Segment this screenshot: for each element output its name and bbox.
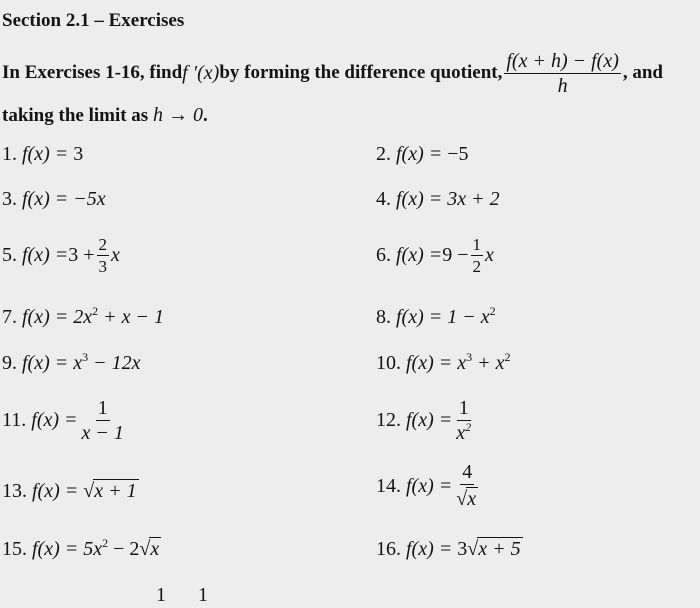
function-lhs: f(x) =	[406, 352, 458, 374]
exercise-12	[376, 398, 475, 443]
function-lhs: f(x) =	[396, 188, 448, 210]
function-rhs-pre: 1 − x	[447, 306, 490, 328]
function-rhs-post: x	[485, 244, 494, 266]
fraction	[454, 462, 480, 510]
exercise-number: 9.	[2, 352, 17, 374]
section-title: Section 2.1 – Exercises	[2, 10, 185, 31]
function-rhs-pre: 2x	[73, 306, 93, 328]
exercise-number: 6.	[376, 244, 391, 266]
sqrt-icon: √	[139, 538, 151, 560]
sqrt-icon: √	[467, 538, 479, 560]
exponent: 2	[489, 304, 496, 318]
radicand: x + 1	[94, 480, 137, 502]
exercise-number: 1.	[2, 143, 17, 165]
sqrt-icon: √	[83, 480, 95, 502]
function-rhs-post: − 12x	[88, 352, 141, 374]
exercise-10	[376, 352, 511, 375]
radicand: x	[467, 488, 477, 510]
function-lhs: f(x) =	[396, 143, 448, 165]
instructions-text-4: taking the limit as	[2, 105, 153, 126]
dq-numerator: f(x + h) − f(x)	[506, 49, 619, 72]
function-rhs-pre: 5x	[83, 538, 103, 560]
function-lhs: f(x) =	[22, 143, 74, 165]
fraction-denominator	[454, 485, 480, 510]
fraction-numerator: 2	[98, 235, 108, 254]
function-lhs: f(x) =	[396, 306, 448, 328]
fraction-numerator: 4	[462, 461, 473, 483]
function-lhs: f(x) =	[32, 480, 84, 502]
exercise-9	[2, 352, 141, 375]
fraction-denominator: x − 1	[81, 422, 124, 444]
function-lhs: f(x) =	[406, 538, 458, 560]
exponent: 3	[466, 350, 473, 364]
exercise-number: 16.	[376, 538, 401, 560]
function-rhs-pre: x	[73, 352, 83, 374]
function-rhs: 3x + 2	[447, 188, 500, 210]
function-lhs: f(x) =	[32, 538, 84, 560]
exercise-7	[2, 306, 164, 329]
exponent: 3	[82, 350, 89, 364]
dq-denominator: h	[557, 74, 568, 97]
fraction	[97, 236, 110, 275]
instructions-line-1	[2, 48, 663, 98]
exercise-5	[2, 236, 120, 275]
exercise-3	[2, 188, 106, 211]
function-rhs: −5	[447, 143, 469, 165]
function-rhs-post: x	[111, 244, 120, 266]
function-rhs-mid: − 2	[108, 538, 140, 560]
function-rhs-pre: x	[457, 352, 467, 374]
exponent: 2	[92, 304, 99, 318]
instructions-text-1: In Exercises 1-16, find	[2, 62, 183, 83]
exercise-15	[2, 537, 161, 561]
exercise-number: 12.	[376, 409, 401, 431]
exponent-2: 2	[504, 350, 511, 364]
exercise-number: 13.	[2, 480, 27, 502]
exercise-6	[376, 236, 494, 275]
exercise-16	[376, 537, 523, 561]
exercise-number: 8.	[376, 306, 391, 328]
function-rhs-pre: 3 +	[68, 244, 95, 266]
function-lhs: f(x) =	[22, 306, 74, 328]
function-rhs-mid: + x	[472, 352, 505, 374]
radicand: x	[150, 538, 160, 560]
fraction-denominator	[454, 421, 473, 443]
exercise-number: 4.	[376, 188, 391, 210]
exercise-number: 11.	[2, 409, 27, 431]
denominator-base: x	[456, 422, 466, 444]
function-rhs: −5x	[73, 188, 106, 210]
exercise-4	[376, 188, 500, 211]
fraction	[80, 398, 126, 443]
f-prime-notation: f ′(x)	[182, 61, 220, 84]
instructions-text-2: by forming the difference quotient,	[219, 62, 503, 83]
function-lhs: f(x) =	[22, 352, 74, 374]
function-lhs: f(x) =	[396, 244, 443, 266]
fraction-denominator: 2	[472, 257, 482, 276]
function-rhs-pre: 3	[457, 538, 468, 560]
function-lhs: f(x) =	[406, 474, 453, 497]
fraction	[471, 236, 484, 275]
exercise-1	[2, 143, 83, 166]
exercise-number: 7.	[2, 306, 17, 328]
function-lhs: f(x) =	[22, 244, 69, 266]
function-lhs: f(x) =	[22, 188, 74, 210]
function-rhs: 3	[73, 143, 84, 165]
exercise-number: 10.	[376, 352, 401, 374]
exercise-number: 3.	[2, 188, 17, 210]
exercise-number: 2.	[376, 143, 391, 165]
fraction-numerator: 1	[97, 397, 108, 419]
exercise-number: 5.	[2, 244, 17, 266]
difference-quotient	[504, 51, 621, 96]
function-rhs-pre: 9 −	[442, 244, 469, 266]
exponent: 2	[465, 420, 472, 434]
instructions-text-5: .	[202, 105, 208, 126]
footer-mark-left: 1	[156, 584, 166, 606]
exercise-14	[376, 462, 482, 510]
sqrt-icon: √	[456, 488, 468, 510]
limit-expression: h → 0	[152, 104, 203, 126]
exercise-8	[376, 306, 496, 329]
exercise-11	[2, 398, 128, 443]
function-lhs: f(x) =	[406, 409, 453, 431]
fraction-numerator: 1	[472, 235, 482, 254]
function-rhs-post: + x − 1	[98, 306, 165, 328]
exercise-number: 14.	[376, 474, 401, 497]
fraction	[454, 398, 473, 443]
footer-mark-right: 1	[198, 584, 208, 606]
exercise-2	[376, 143, 469, 166]
exponent: 2	[102, 536, 109, 550]
function-lhs: f(x) =	[31, 409, 78, 431]
instructions-line-2	[2, 104, 208, 127]
exercise-number: 15.	[2, 538, 27, 560]
instructions-text-3: , and	[622, 62, 663, 83]
radicand: x + 5	[478, 538, 521, 560]
fraction-denominator: 3	[98, 257, 108, 276]
fraction-numerator: 1	[458, 397, 469, 419]
exercise-13	[2, 479, 139, 503]
